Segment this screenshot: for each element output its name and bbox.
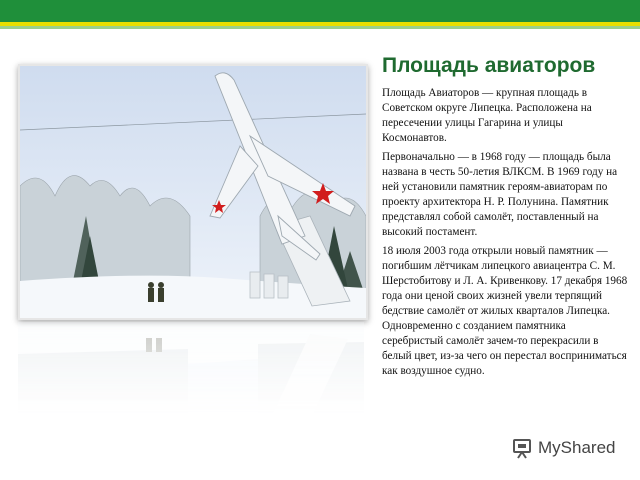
header-band — [0, 0, 640, 22]
monument-photo — [18, 64, 368, 320]
monument-photo-reflection — [18, 322, 364, 414]
myshared-logo-icon — [512, 437, 534, 459]
slide-body — [382, 86, 628, 383]
myshared-logo[interactable] — [512, 437, 615, 459]
header-stripe-light — [0, 26, 640, 29]
monument-photo-frame — [18, 64, 364, 316]
myshared-logo-text: MyShared — [538, 438, 616, 457]
paragraph-history: Первоначально — в 1968 году — площадь была названа в честь 50-летия ВЛКСМ. В 1969 году на ней установили памятник героям-авиаторам по проекту архитектора Н. Р. Полунина. Памятник представлял собой самолёт, поставленный на высокий постамент. — [382, 151, 618, 238]
paragraph-new-monument: 18 июля 2003 года открыли новый памятник — погибшим лётчикам липецкого авиацентра С. М. Шерстобитову и Л. А. Кривенкову. 17 декабря 1968 года они ценой своих жизней увели терпящий бедствие самолёт от жилых кварталов Липецка. Одновременно с созданием памятника серебристый самолёт зачем-то перекрасили в белый цвет, из-за чего он перестал восприниматься как воздушное судно. — [382, 245, 628, 377]
slide-title: Площадь авиаторов — [382, 54, 596, 77]
paragraph-location: Площадь Авиаторов — крупная площадь в Советском округе Липецка. Расположена на пересечении улицы Гагарина и улицы Космонавтов. — [382, 87, 592, 144]
